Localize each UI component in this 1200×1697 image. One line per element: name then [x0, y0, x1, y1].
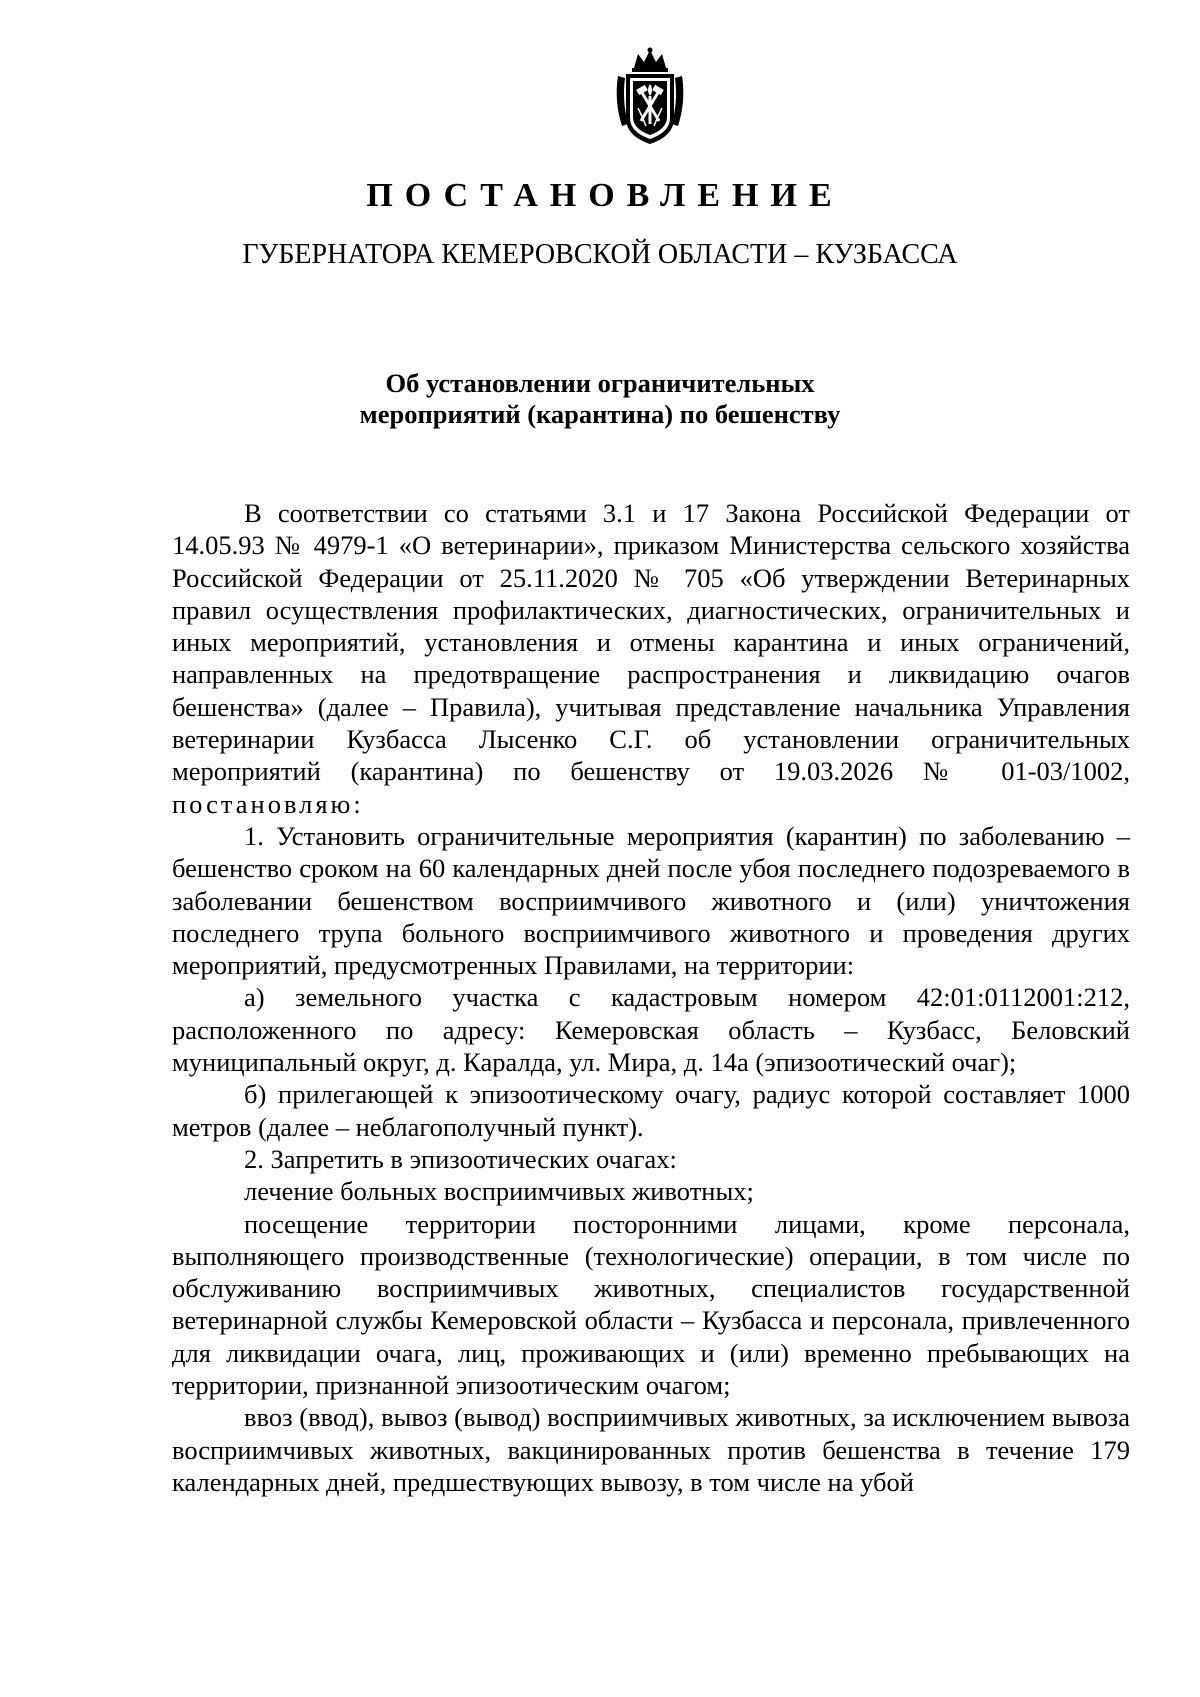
coat-of-arms-icon [612, 46, 688, 146]
preamble-text: В соответствии со статьями 3.1 и 17 Закона Российской Федерации от 14.05.93 № 4979-1 «О ветеринарии», приказом Министерства сельского хозяйства Российской Федерации от 25.11.2020 № 705 «Об утверждении Ветеринарных правил осуществления профилактических, диагностических, ограничительных и иных мероприятий, установления и отмены карантина и иных ограничений, направленных на предотвращение распространения и ликвидацию очагов бешенства» (далее – Правила), учитывая представление начальника Управления ветеринарии Кузбасса Лысенко С.Г. об установлении ограничительных мероприятий (карантина) по бешенству от 19.03.2026 № 01-03/1002, [172, 498, 1130, 787]
document-title [0, 368, 1200, 430]
clause-1-paragraph: 1. Установить ограничительные мероприятия (карантин) по заболеванию – бешенство сроком на 60 календарных дней после убоя последнего подозреваемого в заболевании бешенством восприимчивого животного и (или) уничтожения последнего трупа больного восприимчивого животного и проведения других мероприятий, предусмотренных Правилами, на территории: [172, 820, 1130, 981]
preamble-paragraph [172, 497, 1130, 820]
title-line-1: Об установлении ограничительных [385, 368, 815, 398]
clause-2-paragraph: 2. Запретить в эпизоотических очагах: [244, 1143, 677, 1174]
clause-1a-paragraph: а) земельного участка с кадастровым номером 42:01:0112001:212, расположенного по адресу: Кемеровская область – Кузбасс, Беловский муниципальный округ, д. Каралда, ул. Мира, д. 14а (эпизоотический очаг); [172, 982, 1130, 1078]
clause-1b-paragraph: б) прилегающей к эпизоотическому очагу, радиус которой составляет 1000 метров (далее – неблагополучный пункт). [172, 1079, 1130, 1142]
decree-word: постановляю: [172, 788, 364, 819]
document-body [172, 497, 1130, 1498]
issuer-heading: ГУБЕРНАТОРА КЕМЕРОВСКОЙ ОБЛАСТИ – КУЗБАССА [242, 239, 958, 270]
document-type-heading: ПОСТАНОВЛЕНИЕ [366, 177, 844, 214]
clause-2-item-transport: ввоз (ввод), вывоз (вывод) восприимчивых животных, за исключением вывоза восприимчивых животных, вакцинированных против бешенства в течение 179 календарных дней, предшествующих вывозу, в том числе на убой [172, 1402, 1130, 1497]
clause-2-item-visits: посещение территории посторонними лицами, кроме персонала, выполняющего производственные (технологические) операции, в том числе по обслуживанию восприимчивых животных, специалистов государственной ветеринарной службы Кемеровской области – Кузбасса и персонала, привлеченного для ликвидации очага, лиц, проживающих и (или) временно пребывающих на территории, признанной эпизоотическим очагом; [172, 1208, 1130, 1401]
title-line-2: мероприятий (карантина) по бешенству [359, 399, 841, 429]
clause-2-item-treatment: лечение больных восприимчивых животных; [244, 1176, 754, 1207]
